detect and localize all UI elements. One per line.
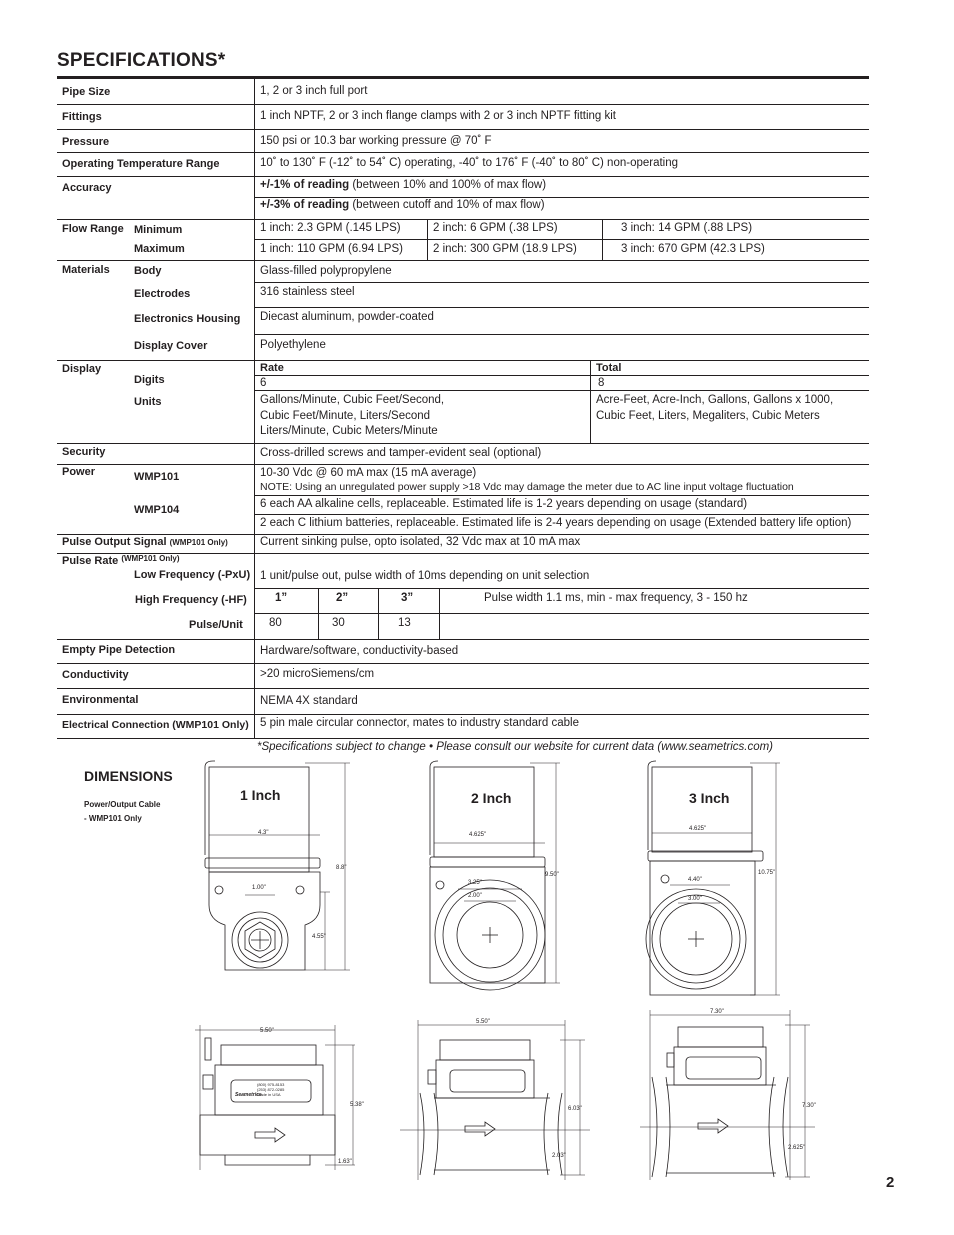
dim-2in-length: 5.50" xyxy=(476,1019,490,1025)
row-divider xyxy=(254,239,869,240)
column-divider xyxy=(602,219,603,260)
row-divider xyxy=(254,197,869,198)
size-label-2in: 2 Inch xyxy=(471,790,512,806)
page-number: 2 xyxy=(886,1174,895,1191)
drawing-3in-front xyxy=(640,755,800,1000)
dim-2in-height: 9.50" xyxy=(545,872,559,878)
dim-3in-bottom: 2.625" xyxy=(788,1145,806,1151)
flow-max-label: Maximum xyxy=(134,243,185,255)
row-divider xyxy=(254,495,869,496)
dim-2in-top: 6.03" xyxy=(568,1106,582,1112)
high-frequency-note: Pulse width 1.1 ms, min - max frequency, 3 - 150 hz xyxy=(484,592,748,604)
dim-3in-width: 4.625" xyxy=(689,826,707,832)
fittings-value: 1 inch NPTF, 2 or 3 inch flange clamps with 2 or 3 inch NPTF fitting kit xyxy=(260,110,617,122)
row-divider xyxy=(57,219,869,220)
label-line-1: (800) 975-8153 xyxy=(257,1082,285,1087)
accuracy-2-rest: (between cutoff and 10% of max flow) xyxy=(349,199,545,211)
security-value: Cross-drilled screws and tamper-evident seal (optional) xyxy=(260,447,542,459)
row-divider xyxy=(57,714,869,715)
size-label-1in: 1 Inch xyxy=(240,787,281,803)
dim-2in-bottom: 2.03" xyxy=(552,1153,566,1159)
electrical-label: Electrical Connection (WMP101 Only) xyxy=(62,719,249,731)
title-rule xyxy=(57,76,869,79)
conductivity-value: >20 microSiemens/cm xyxy=(260,668,375,680)
dim-3in-bore: 3.00" xyxy=(688,896,702,902)
dim-1in-bottom: 1.63" xyxy=(338,1159,352,1165)
fittings-label: Fittings xyxy=(62,111,102,123)
dim-2in-bolt: 3.25" xyxy=(468,880,482,886)
units-total-1: Acre-Feet, Acre-Inch, Gallons, Gallons x 1000, xyxy=(596,394,834,406)
pulse-rate-label-main: Pulse Rate xyxy=(62,555,119,567)
accuracy-label: Accuracy xyxy=(62,182,112,194)
cable-note-line-1: Power/Output Cable xyxy=(84,800,161,809)
low-frequency-value: 1 unit/pulse out, pulse width of 10ms depending on unit selection xyxy=(260,570,590,582)
row-divider xyxy=(254,588,869,589)
row-divider xyxy=(57,443,869,444)
row-divider xyxy=(254,613,869,614)
flow-min-label: Minimum xyxy=(134,224,183,236)
pulse-unit-3in: 13 xyxy=(398,617,411,629)
row-divider xyxy=(57,738,869,739)
wmp104-label: WMP104 xyxy=(134,504,180,516)
row-divider xyxy=(254,375,869,376)
housing-value: Diecast aluminum, powder-coated xyxy=(260,311,434,323)
wmp101-note: NOTE: Using an unregulated power supply >18 Vdc may damage the meter due to AC line input voltage fluctuation xyxy=(260,481,794,493)
pulse-rate-label xyxy=(62,555,180,567)
dim-2in-width: 4.625" xyxy=(469,832,487,838)
pulse-output-label-note: (WMP101 Only) xyxy=(169,538,228,547)
body-label: Body xyxy=(134,265,162,277)
pulse-output-value: Current sinking pulse, opto isolated, 32 Vdc max at 10 mA max xyxy=(260,536,581,548)
row-divider xyxy=(57,663,869,664)
units-total-2: Cubic Feet, Liters, Megaliters, Cubic Meters xyxy=(596,410,820,422)
row-divider xyxy=(254,307,869,308)
dim-1in-center: 4.55" xyxy=(312,934,326,940)
environmental-value: NEMA 4X standard xyxy=(260,695,358,707)
size-label-3in: 3 Inch xyxy=(689,790,730,806)
pulse-output-label xyxy=(62,536,228,548)
column-divider xyxy=(318,588,319,639)
rate-header: Rate xyxy=(260,362,284,374)
label-line-3: Made in USA xyxy=(257,1092,281,1097)
pipe-size-label: Pipe Size xyxy=(62,86,111,98)
drawing-2in-side xyxy=(400,1015,590,1180)
accuracy-2-bold: +/-3% of reading xyxy=(260,199,350,211)
power-label: Power xyxy=(62,466,96,478)
high-frequency-label: High Frequency (-HF) xyxy=(135,594,247,606)
dim-1in-length: 5.50" xyxy=(260,1028,274,1034)
row-divider xyxy=(57,688,869,689)
accuracy-line-2 xyxy=(260,199,545,211)
body-value: Glass-filled polypropylene xyxy=(260,265,392,277)
pulse-unit-label: Pulse/Unit xyxy=(189,619,243,631)
wmp104-value-a: 6 each AA alkaline cells, replaceable. Estimated life is 1-2 years depending on usage (standard) xyxy=(260,498,748,510)
drawing-1in-front xyxy=(195,755,365,995)
drawing-2in-front xyxy=(420,755,580,995)
wmp104-value-b: 2 each C lithium batteries, replaceable. Estimated life is 2-4 years depending on usage (Extended battery life option) xyxy=(260,517,852,529)
dim-1in-top: 5.38" xyxy=(350,1102,364,1108)
column-divider xyxy=(427,219,428,260)
units-rate-3: Liters/Minute, Cubic Meters/Minute xyxy=(260,425,438,437)
row-divider xyxy=(57,104,869,105)
footnote: *Specifications subject to change • Please consult our website for current data (www.seametrics.com) xyxy=(257,741,774,753)
empty-pipe-value: Hardware/software, conductivity-based xyxy=(260,645,459,657)
column-divider xyxy=(439,588,440,639)
row-divider xyxy=(57,129,869,130)
size-1in-header: 1” xyxy=(275,592,288,604)
conductivity-label: Conductivity xyxy=(62,669,129,681)
op-temp-label: Operating Temperature Range xyxy=(62,158,220,170)
pulse-output-label-main: Pulse Output Signal xyxy=(62,536,167,548)
flow-max-2in: 2 inch: 300 GPM (18.9 LPS) xyxy=(433,243,577,255)
pulse-unit-1in: 80 xyxy=(269,617,282,629)
digits-rate: 6 xyxy=(260,377,267,389)
security-label: Security xyxy=(62,446,106,458)
cover-value: Polyethylene xyxy=(260,339,326,351)
display-label: Display xyxy=(62,363,102,375)
op-temp-value: 10˚ to 130˚ F (-12˚ to 54˚ C) operating, -40˚ to 176˚ F (-40˚ to 80˚ C) non-operating xyxy=(260,157,679,169)
flow-max-1in: 1 inch: 110 GPM (6.94 LPS) xyxy=(260,243,403,255)
size-2in-header: 2” xyxy=(336,592,349,604)
flow-min-1in: 1 inch: 2.3 GPM (.145 LPS) xyxy=(260,222,401,234)
cable-note xyxy=(84,798,160,826)
electrodes-value: 316 stainless steel xyxy=(260,286,355,298)
wmp101-label: WMP101 xyxy=(134,471,180,483)
dim-1in-height: 8.8" xyxy=(336,865,347,871)
cover-label: Display Cover xyxy=(134,340,208,352)
row-divider xyxy=(57,176,869,177)
row-divider xyxy=(57,639,869,640)
wmp101-value: 10-30 Vdc @ 60 mA max (15 mA average) xyxy=(260,467,477,479)
total-header: Total xyxy=(596,362,622,374)
empty-pipe-label: Empty Pipe Detection xyxy=(62,644,176,656)
electrodes-label: Electrodes xyxy=(134,288,191,300)
pipe-size-value: 1, 2 or 3 inch full port xyxy=(260,85,368,97)
cable-note-line-2: - WMP101 Only xyxy=(84,814,142,823)
flow-range-label: Flow Range xyxy=(62,223,124,235)
dim-3in-height: 10.75" xyxy=(758,870,776,876)
dim-3in-top: 7.30" xyxy=(802,1103,816,1109)
housing-label: Electronics Housing xyxy=(134,313,241,325)
page-title: SPECIFICATIONS* xyxy=(57,50,226,71)
accuracy-1-rest: (between 10% and 100% of max flow) xyxy=(349,179,547,191)
size-3in-header: 3” xyxy=(401,592,414,604)
flow-max-3in: 3 inch: 670 GPM (42.3 LPS) xyxy=(621,243,765,255)
brand-logo: Seametrics xyxy=(235,1092,262,1098)
row-divider xyxy=(57,260,869,261)
dim-1in-width: 4.3" xyxy=(258,830,269,836)
flow-min-2in: 2 inch: 6 GPM (.38 LPS) xyxy=(433,222,558,234)
low-frequency-label: Low Frequency (-PxU) xyxy=(134,569,251,581)
column-divider xyxy=(378,588,379,639)
dimensions-title: DIMENSIONS xyxy=(84,768,173,784)
row-divider xyxy=(57,360,869,361)
units-rate-1: Gallons/Minute, Cubic Feet/Second, xyxy=(260,394,445,406)
row-divider xyxy=(57,152,869,153)
dim-2in-bore: 2.00" xyxy=(468,893,482,899)
row-divider xyxy=(57,534,869,535)
row-divider xyxy=(254,334,869,335)
units-rate-2: Cubic Feet/Minute, Liters/Second xyxy=(260,410,431,422)
row-divider xyxy=(254,390,869,391)
flow-min-3in: 3 inch: 14 GPM (.88 LPS) xyxy=(621,222,753,234)
digits-label: Digits xyxy=(134,374,165,386)
column-divider xyxy=(254,79,255,738)
pulse-rate-label-note: (WMP101 Only) xyxy=(121,554,180,563)
accuracy-1-bold: +/-1% of reading xyxy=(260,179,350,191)
units-label: Units xyxy=(134,396,162,408)
pulse-unit-2in: 30 xyxy=(332,617,345,629)
drawing-3in-side xyxy=(640,1005,815,1185)
dim-3in-bolt: 4.40" xyxy=(688,877,702,883)
row-divider xyxy=(254,282,869,283)
column-divider xyxy=(590,360,591,443)
pressure-value: 150 psi or 10.3 bar working pressure @ 70˚ F xyxy=(260,135,492,147)
row-divider xyxy=(254,514,869,515)
environmental-label: Environmental xyxy=(62,694,139,706)
materials-label: Materials xyxy=(62,264,110,276)
accuracy-line-1 xyxy=(260,179,546,191)
digits-total: 8 xyxy=(598,377,605,389)
dim-3in-length: 7.30" xyxy=(710,1009,724,1015)
row-divider xyxy=(57,464,869,465)
drawing-1in-side xyxy=(195,1020,370,1170)
pressure-label: Pressure xyxy=(62,136,110,148)
electrical-value: 5 pin male circular connector, mates to industry standard cable xyxy=(260,717,579,729)
dim-1in-bore: 1.00" xyxy=(252,885,266,891)
label-line-2: (253) 872-0285 xyxy=(257,1087,285,1092)
